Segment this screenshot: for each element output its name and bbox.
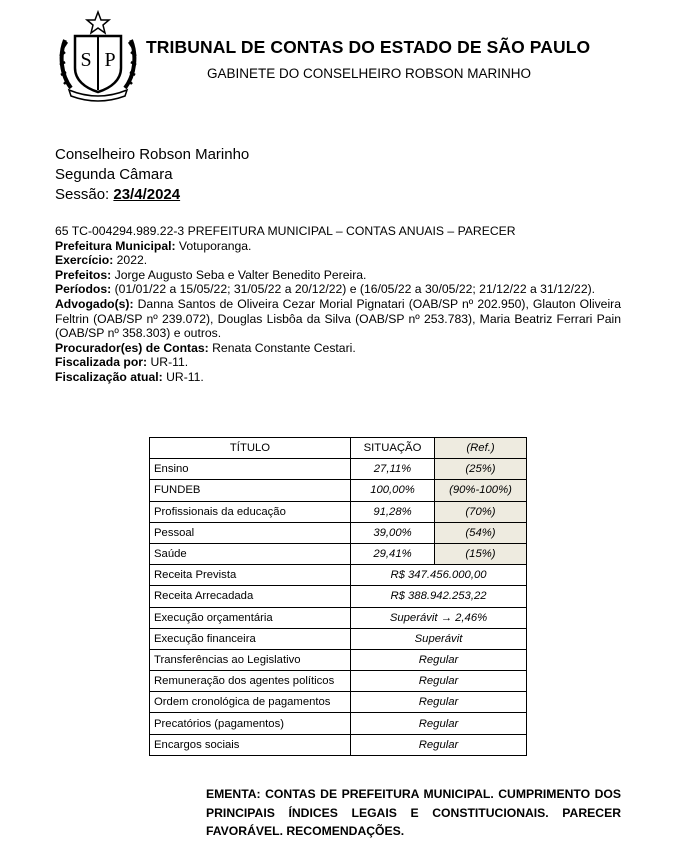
session-info: [55, 145, 249, 205]
field-fiscalizacao-atual: [55, 370, 621, 385]
row-situacao: Regular: [351, 671, 527, 692]
row-situacao: 29,41%: [351, 543, 435, 564]
row-situacao: 91,28%: [351, 501, 435, 522]
seal-s-letter: S: [80, 49, 92, 71]
row-titulo: Ordem cronológica de pagamentos: [150, 692, 351, 713]
table-row: [150, 501, 527, 522]
session-label: Sessão:: [55, 186, 114, 203]
row-titulo: Precatórios (pagamentos): [150, 713, 351, 734]
header-ref: (Ref.): [435, 438, 527, 459]
row-ref: (90%-100%): [435, 480, 527, 501]
row-titulo: FUNDEB: [150, 480, 351, 501]
field-value: UR-11.: [162, 369, 204, 384]
cabinet-subtitle: GABINETE DO CONSELHEIRO ROBSON MARINHO: [207, 66, 532, 81]
row-situacao: Superávit: [351, 628, 527, 649]
row-ref: (25%): [435, 459, 527, 480]
row-titulo: Remuneração dos agentes políticos: [150, 671, 351, 692]
field-label: Fiscalizada por:: [55, 355, 148, 370]
session-line: [55, 185, 249, 205]
table-row: [150, 713, 527, 734]
camara-name: Segunda Câmara: [55, 166, 173, 183]
row-situacao: R$ 388.942.253,22: [351, 586, 527, 607]
field-label: Advogado(s):: [55, 296, 134, 311]
field-label: Prefeitos:: [55, 267, 112, 282]
process-line: 65 TC-004294.989.22-3 PREFEITURA MUNICIPAL – CONTAS ANUAIS – PARECER: [55, 224, 516, 238]
row-titulo: Receita Prevista: [150, 565, 351, 586]
field-label: Procurador(es) de Contas:: [55, 340, 209, 355]
table-row: [150, 565, 527, 586]
field-exercicio: [55, 253, 621, 268]
field-label: Períodos:: [55, 282, 112, 297]
table-row: [150, 628, 527, 649]
conselheiro-name: Conselheiro Robson Marinho: [55, 146, 250, 163]
row-situacao: Superávit → 2,46%: [351, 607, 527, 628]
court-title: TRIBUNAL DE CONTAS DO ESTADO DE SÃO PAULO: [146, 37, 591, 57]
row-titulo: Execução financeira: [150, 628, 351, 649]
table-row: [150, 459, 527, 480]
table-row: [150, 543, 527, 564]
header-titulo: TÍTULO: [150, 438, 351, 459]
field-prefeitura: [55, 239, 621, 254]
row-titulo: Execução orçamentária: [150, 607, 351, 628]
row-situacao: R$ 347.456.000,00: [351, 565, 527, 586]
table-row: [150, 734, 527, 755]
table-row: [150, 649, 527, 670]
field-fiscalizada: [55, 355, 621, 370]
field-label: Prefeitura Municipal:: [55, 238, 176, 253]
row-titulo: Transferências ao Legislativo: [150, 649, 351, 670]
row-situacao: 39,00%: [351, 522, 435, 543]
field-advogados: [55, 297, 621, 341]
field-value: (01/01/22 a 15/05/22; 31/05/22 a 20/12/22) e (16/05/22 a 30/05/22; 21/12/22 a 31/12/22).: [111, 282, 596, 297]
row-ref: (70%): [435, 501, 527, 522]
field-value: 2022.: [113, 253, 148, 268]
field-value: Danna Santos de Oliveira Cezar Morial Pignatari (OAB/SP nº 202.950), Glauton Oliveira Feltrin (OAB/SP nº 239.072), Douglas Lisbôa da Silva (OAB/SP nº 253.783), Maria Beatriz Ferrari Pain (OAB/SP nº 358.303) e outros.: [55, 296, 621, 341]
row-situacao: 100,00%: [351, 480, 435, 501]
field-prefeitos: [55, 268, 621, 283]
row-situacao: Regular: [351, 713, 527, 734]
row-situacao: Regular: [351, 734, 527, 755]
field-value: Jorge Augusto Seba e Valter Benedito Pereira.: [111, 267, 367, 282]
table-row: [150, 586, 527, 607]
row-ref: (54%): [435, 522, 527, 543]
row-titulo: Ensino: [150, 459, 351, 480]
field-label: Exercício:: [55, 253, 114, 268]
field-label: Fiscalização atual:: [55, 369, 163, 384]
row-ref: (15%): [435, 543, 527, 564]
field-value: UR-11.: [147, 355, 189, 370]
row-titulo: Saúde: [150, 543, 351, 564]
ementa-text: EMENTA: CONTAS DE PREFEITURA MUNICIPAL. CUMPRIMENTO DOS PRINCIPAIS ÍNDICES LEGAIS E CONSTITUCIONAIS. PARECER FAVORÁVEL. RECOMENDAÇÕES.: [206, 787, 621, 838]
table-row: [150, 671, 527, 692]
row-situacao: Regular: [351, 692, 527, 713]
table-row: [150, 607, 527, 628]
field-periodos: [55, 282, 621, 297]
field-value: Votuporanga.: [175, 238, 252, 253]
row-situacao: Regular: [351, 649, 527, 670]
row-situacao: 27,11%: [351, 459, 435, 480]
row-titulo: Encargos sociais: [150, 734, 351, 755]
field-value: Renata Constante Cestari.: [208, 340, 356, 355]
row-titulo: Pessoal: [150, 522, 351, 543]
results-table: [149, 437, 527, 756]
process-block: [55, 224, 621, 385]
row-titulo: Profissionais da educação: [150, 501, 351, 522]
field-procurador: [55, 341, 621, 356]
session-date: 23/4/2024: [113, 186, 181, 203]
header-situacao: SITUAÇÃO: [351, 438, 435, 459]
table-row: [150, 522, 527, 543]
table-row: [150, 692, 527, 713]
seal-p-letter: P: [104, 49, 116, 71]
sao-paulo-coat-of-arms-logo: [57, 10, 139, 102]
row-titulo: Receita Arrecadada: [150, 586, 351, 607]
table-header-row: [150, 438, 527, 459]
table-row: [150, 480, 527, 501]
